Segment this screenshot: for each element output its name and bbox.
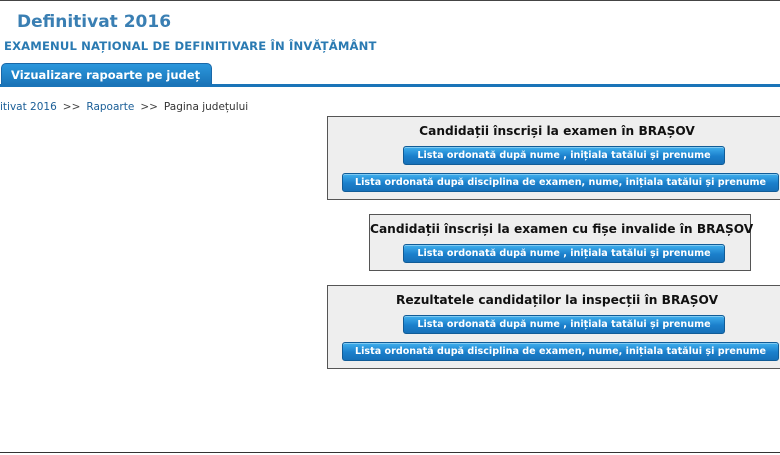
tab-bar-underline	[0, 84, 780, 87]
list-by-name-button[interactable]: Lista ordonată după nume , inițiala tatălui și prenume	[403, 315, 725, 334]
breadcrumb-separator: >>	[62, 101, 81, 113]
list-by-discipline-button[interactable]: Lista ordonată după disciplina de examen, nume, inițiala tatălui și prenume	[342, 342, 779, 361]
panel-inspection-results	[327, 285, 780, 369]
breadcrumb	[0, 101, 248, 113]
app-subtitle: EXAMENUL NAȚIONAL DE DEFINITIVARE ÎN ÎNVĂȚĂMÂNT	[4, 39, 377, 53]
app-title: Definitivat 2016	[17, 12, 172, 32]
panel-title: Candidații înscriși la examen în BRAȘOV	[419, 124, 695, 138]
breadcrumb-reports-link[interactable]: Rapoarte	[86, 101, 135, 113]
breadcrumb-home-link[interactable]: itivat 2016	[0, 101, 57, 113]
breadcrumb-separator: >>	[140, 101, 158, 113]
breadcrumb-current: Pagina județului	[163, 101, 249, 113]
frame-top-border	[0, 0, 780, 1]
panel-enrolled-candidates	[327, 116, 780, 200]
list-by-name-button[interactable]: Lista ordonată după nume , inițiala tatălui și prenume	[403, 244, 725, 263]
frame-bottom-border	[0, 452, 780, 453]
list-by-discipline-button[interactable]: Lista ordonată după disciplina de examen, nume, inițiala tatălui și prenume	[342, 173, 779, 192]
tab-county-reports[interactable]: Vizualizare rapoarte pe județ	[1, 63, 212, 85]
panel-title: Rezultatele candidaților la inspecții în BRAȘOV	[395, 293, 719, 307]
panel-title: Candidații înscriși la examen cu fișe invalide în BRAȘOV	[370, 222, 754, 236]
panel-invalid-forms	[369, 214, 754, 271]
list-by-name-button[interactable]: Lista ordonată după nume , inițiala tatălui și prenume	[403, 146, 725, 165]
